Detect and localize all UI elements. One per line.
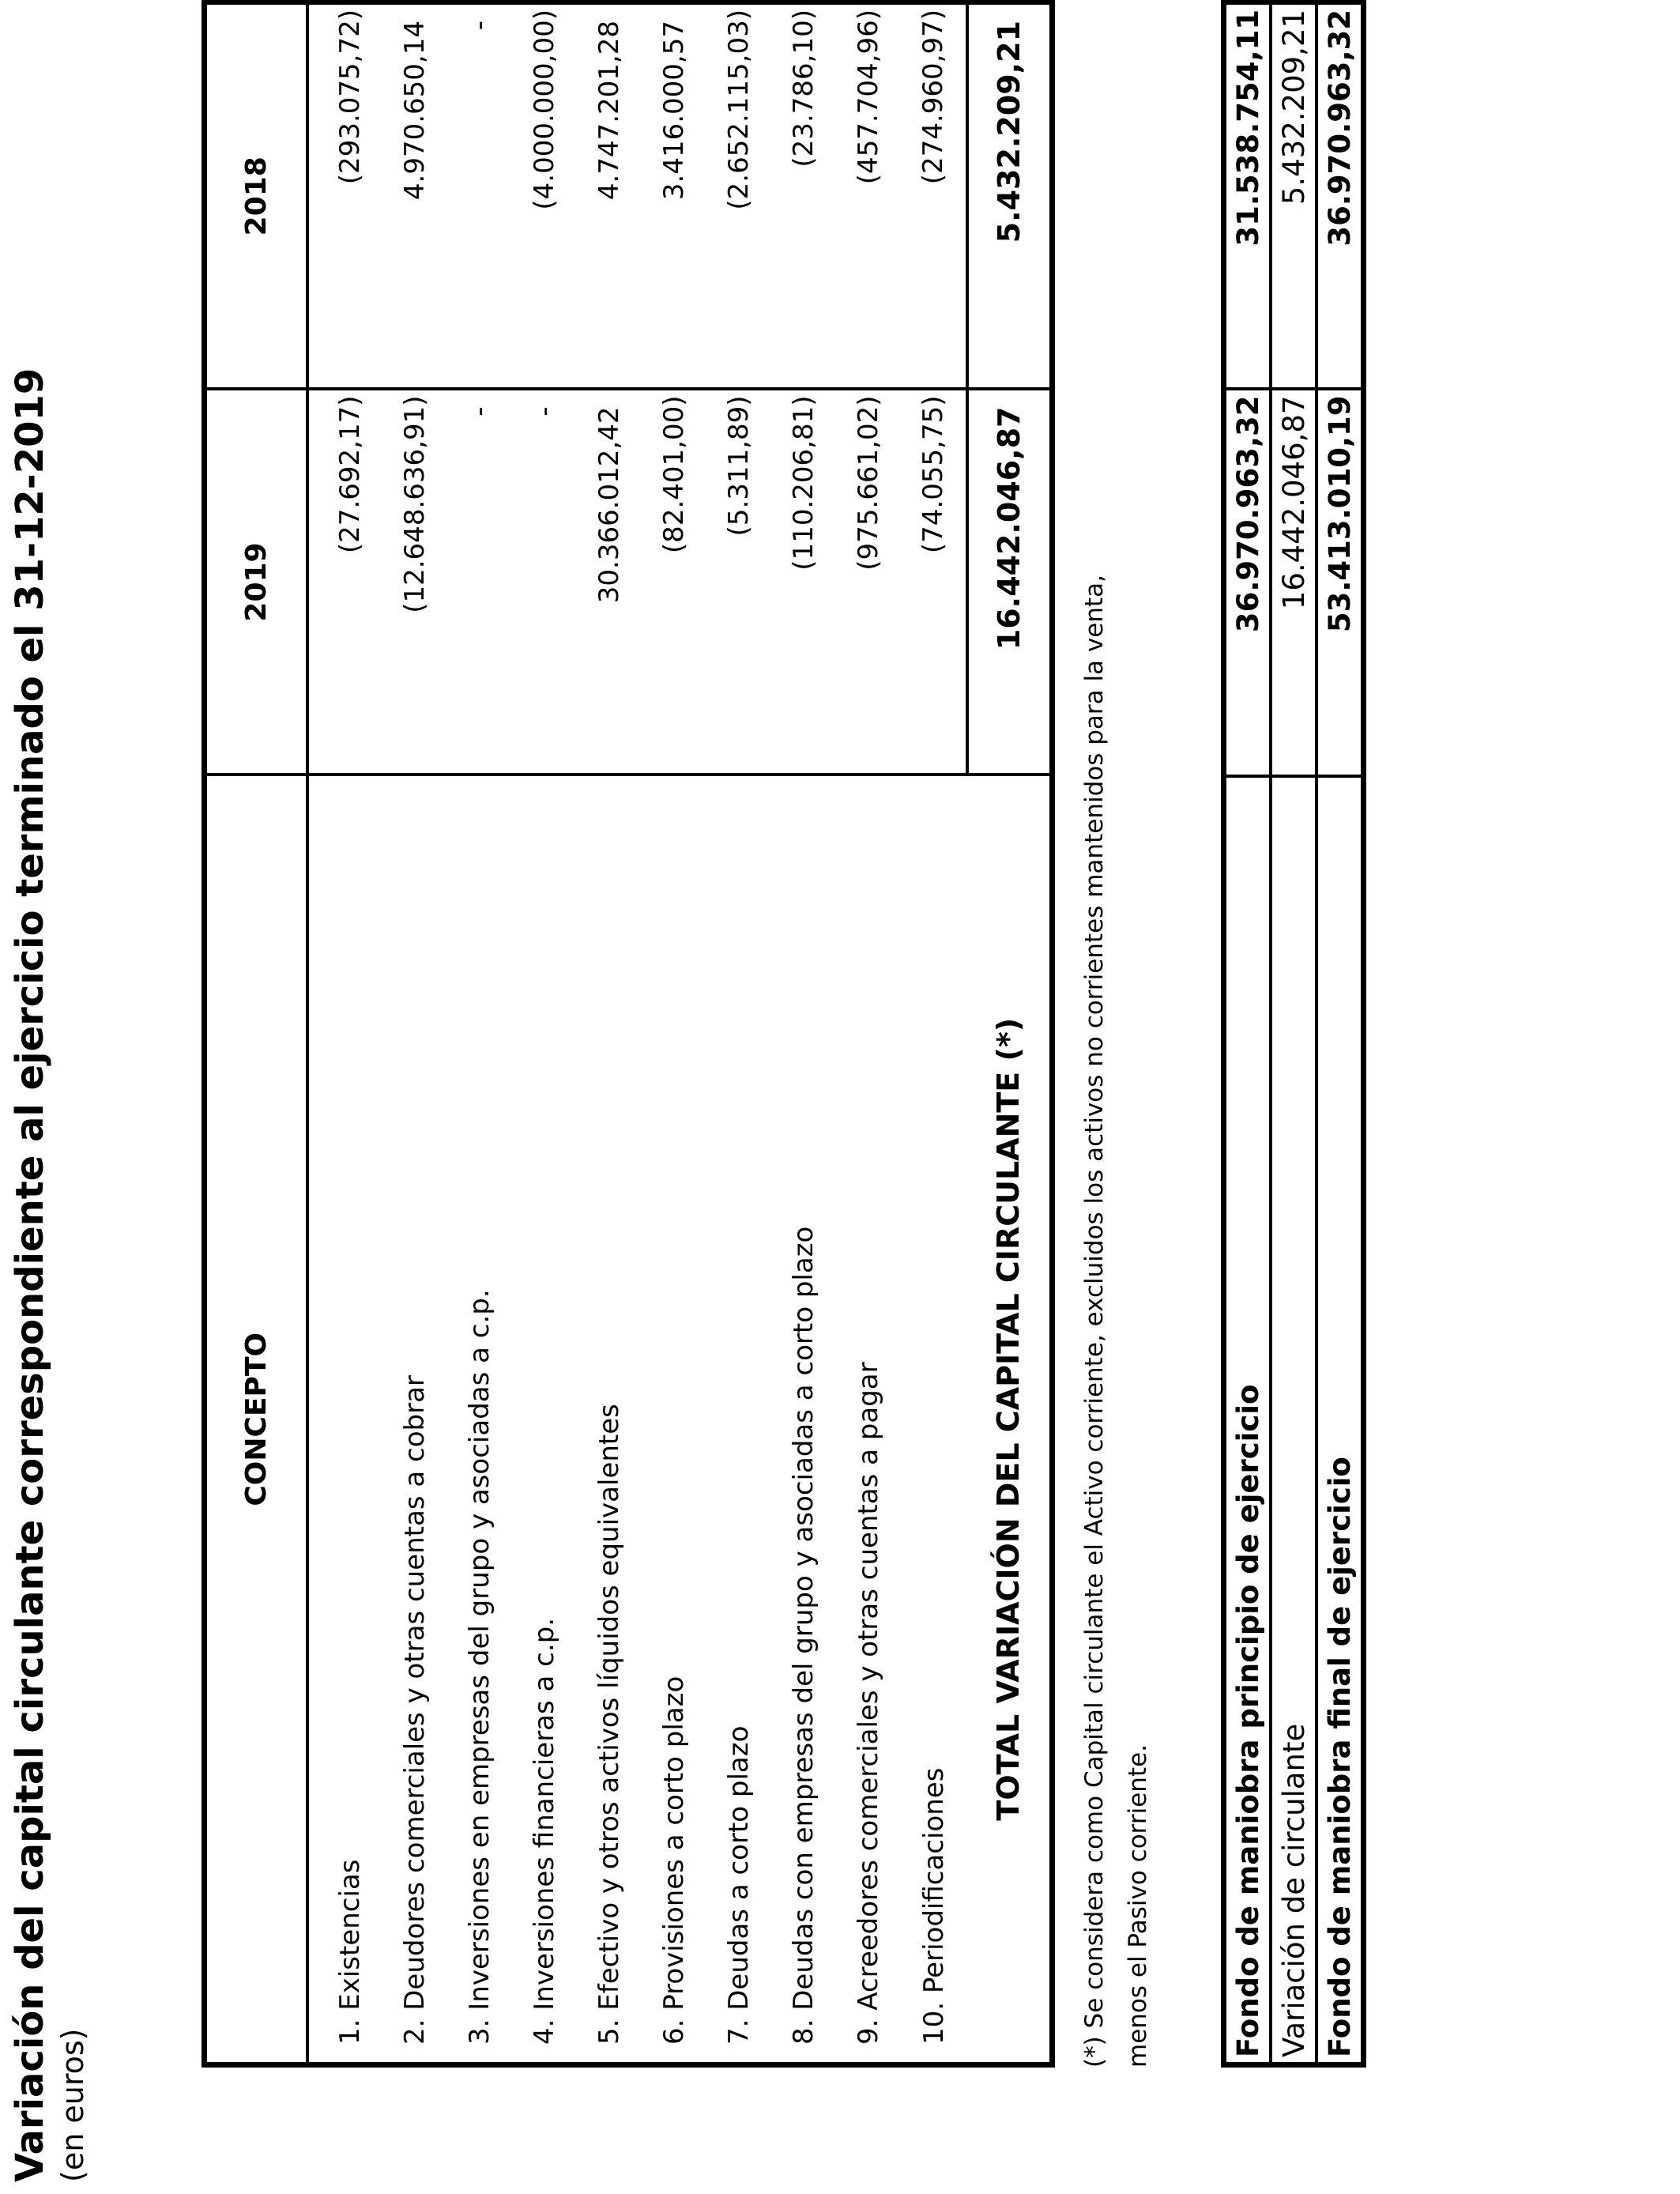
value-2018: 4.747.201,28 <box>577 2 642 390</box>
table-row <box>512 2 577 2065</box>
value-2018: (2.652.115,03) <box>706 2 771 390</box>
row-label: 1. Existencias <box>334 1859 366 2045</box>
header-concepto: CONCEPTO <box>205 775 308 2065</box>
fondo-value-2018: 5.432.209,21 <box>1271 2 1317 390</box>
table-row <box>1224 2 1271 2065</box>
value-2019: (27.692,17) <box>307 390 382 775</box>
value-2019: (12.648.636,91) <box>382 390 447 775</box>
value-2019: (110.206,81) <box>771 390 836 775</box>
fondo-value-2019: 36.970.963,32 <box>1224 390 1271 777</box>
page-subtitle: (en euros) <box>55 2028 90 2182</box>
value-2019: (82.401,00) <box>642 390 706 775</box>
table-row <box>836 2 901 2065</box>
fondo-label: Variación de circulante <box>1271 777 1317 2065</box>
row-label: 8. Deudas con empresas del grupo y asociadas a corto plazo <box>788 1226 819 2045</box>
total-label: TOTAL VARIACIÓN DEL CAPITAL CIRCULANTE (*) <box>991 1017 1026 1821</box>
total-2018: 5.432.209,21 <box>967 2 1053 390</box>
row-label: 9. Acreedores comerciales y otras cuentas a pagar <box>853 1362 884 2045</box>
value-2018: (457.704,96) <box>836 2 901 390</box>
value-2018: (4.000.000,00) <box>512 2 577 390</box>
row-label: 3. Inversiones en empresas del grupo y asociadas a c.p. <box>464 1289 495 2045</box>
row-label: 6. Provisiones a corto plazo <box>658 1676 690 2045</box>
value-2019: - <box>447 390 512 775</box>
value-2018: (23.786,10) <box>771 2 836 390</box>
row-label: 4. Inversiones financieras a c.p. <box>529 1617 560 2045</box>
value-2018: (274.960,97) <box>901 2 967 390</box>
fondo-value-2019: 53.413.010,19 <box>1317 390 1364 777</box>
total-row <box>967 2 1053 2065</box>
total-2019: 16.442.046,87 <box>967 390 1053 775</box>
capital-circulante-table <box>202 0 1055 2068</box>
table-row <box>1271 2 1317 2065</box>
fondo-value-2018: 31.538.754,11 <box>1224 2 1271 390</box>
row-label: 5. Efectivo y otros activos líquidos equivalentes <box>593 1404 625 2045</box>
fondo-value-2019: 16.442.046,87 <box>1271 390 1317 777</box>
value-2019: 30.366.012,42 <box>577 390 642 775</box>
fondo-label: Fondo de maniobra final de ejercicio <box>1322 1457 1357 2057</box>
row-label: 2. Deudores comerciales y otras cuentas a cobrar <box>399 1375 431 2045</box>
header-2018: 2018 <box>205 2 308 390</box>
table-row <box>901 2 967 2065</box>
row-label: 10. Periodificaciones <box>918 1767 950 2045</box>
value-2019: (74.055,75) <box>901 390 967 775</box>
table-row <box>771 2 836 2065</box>
fondo-value-2018: 36.970.963,32 <box>1317 2 1364 390</box>
footnote <box>1073 575 1160 2068</box>
header-row <box>205 2 308 2065</box>
value-2019: (975.661,02) <box>836 390 901 775</box>
value-2018: - <box>447 2 512 390</box>
fondo-label: Fondo de maniobra principio de ejercicio <box>1224 777 1271 2065</box>
value-2019: - <box>512 390 577 775</box>
table-row <box>382 2 447 2065</box>
value-2019: (5.311,89) <box>706 390 771 775</box>
header-2019: 2019 <box>205 390 308 775</box>
fondo-maniobra-table <box>1221 0 1366 2068</box>
value-2018: (293.075,72) <box>307 2 382 390</box>
page-title: Variación del capital circulante correspondiente al ejercicio terminado el 31-12-2019 <box>8 368 52 2182</box>
table-row <box>577 2 642 2065</box>
value-2018: 4.970.650,14 <box>382 2 447 390</box>
footnote-line-2: menos el Pasivo corriente. <box>1124 1744 1152 2068</box>
footnote-line-1: (*) Se considera como Capital circulante el Activo corriente, excluidos los activos no corrientes mantenidos para la venta, <box>1080 574 1109 2068</box>
row-label: 7. Deudas a corto plazo <box>723 1725 755 2045</box>
table-row <box>307 2 382 2065</box>
value-2018: 3.416.000,57 <box>642 2 706 390</box>
table-row <box>642 2 706 2065</box>
table-row <box>706 2 771 2065</box>
table-row <box>1317 2 1364 2065</box>
table-row <box>447 2 512 2065</box>
